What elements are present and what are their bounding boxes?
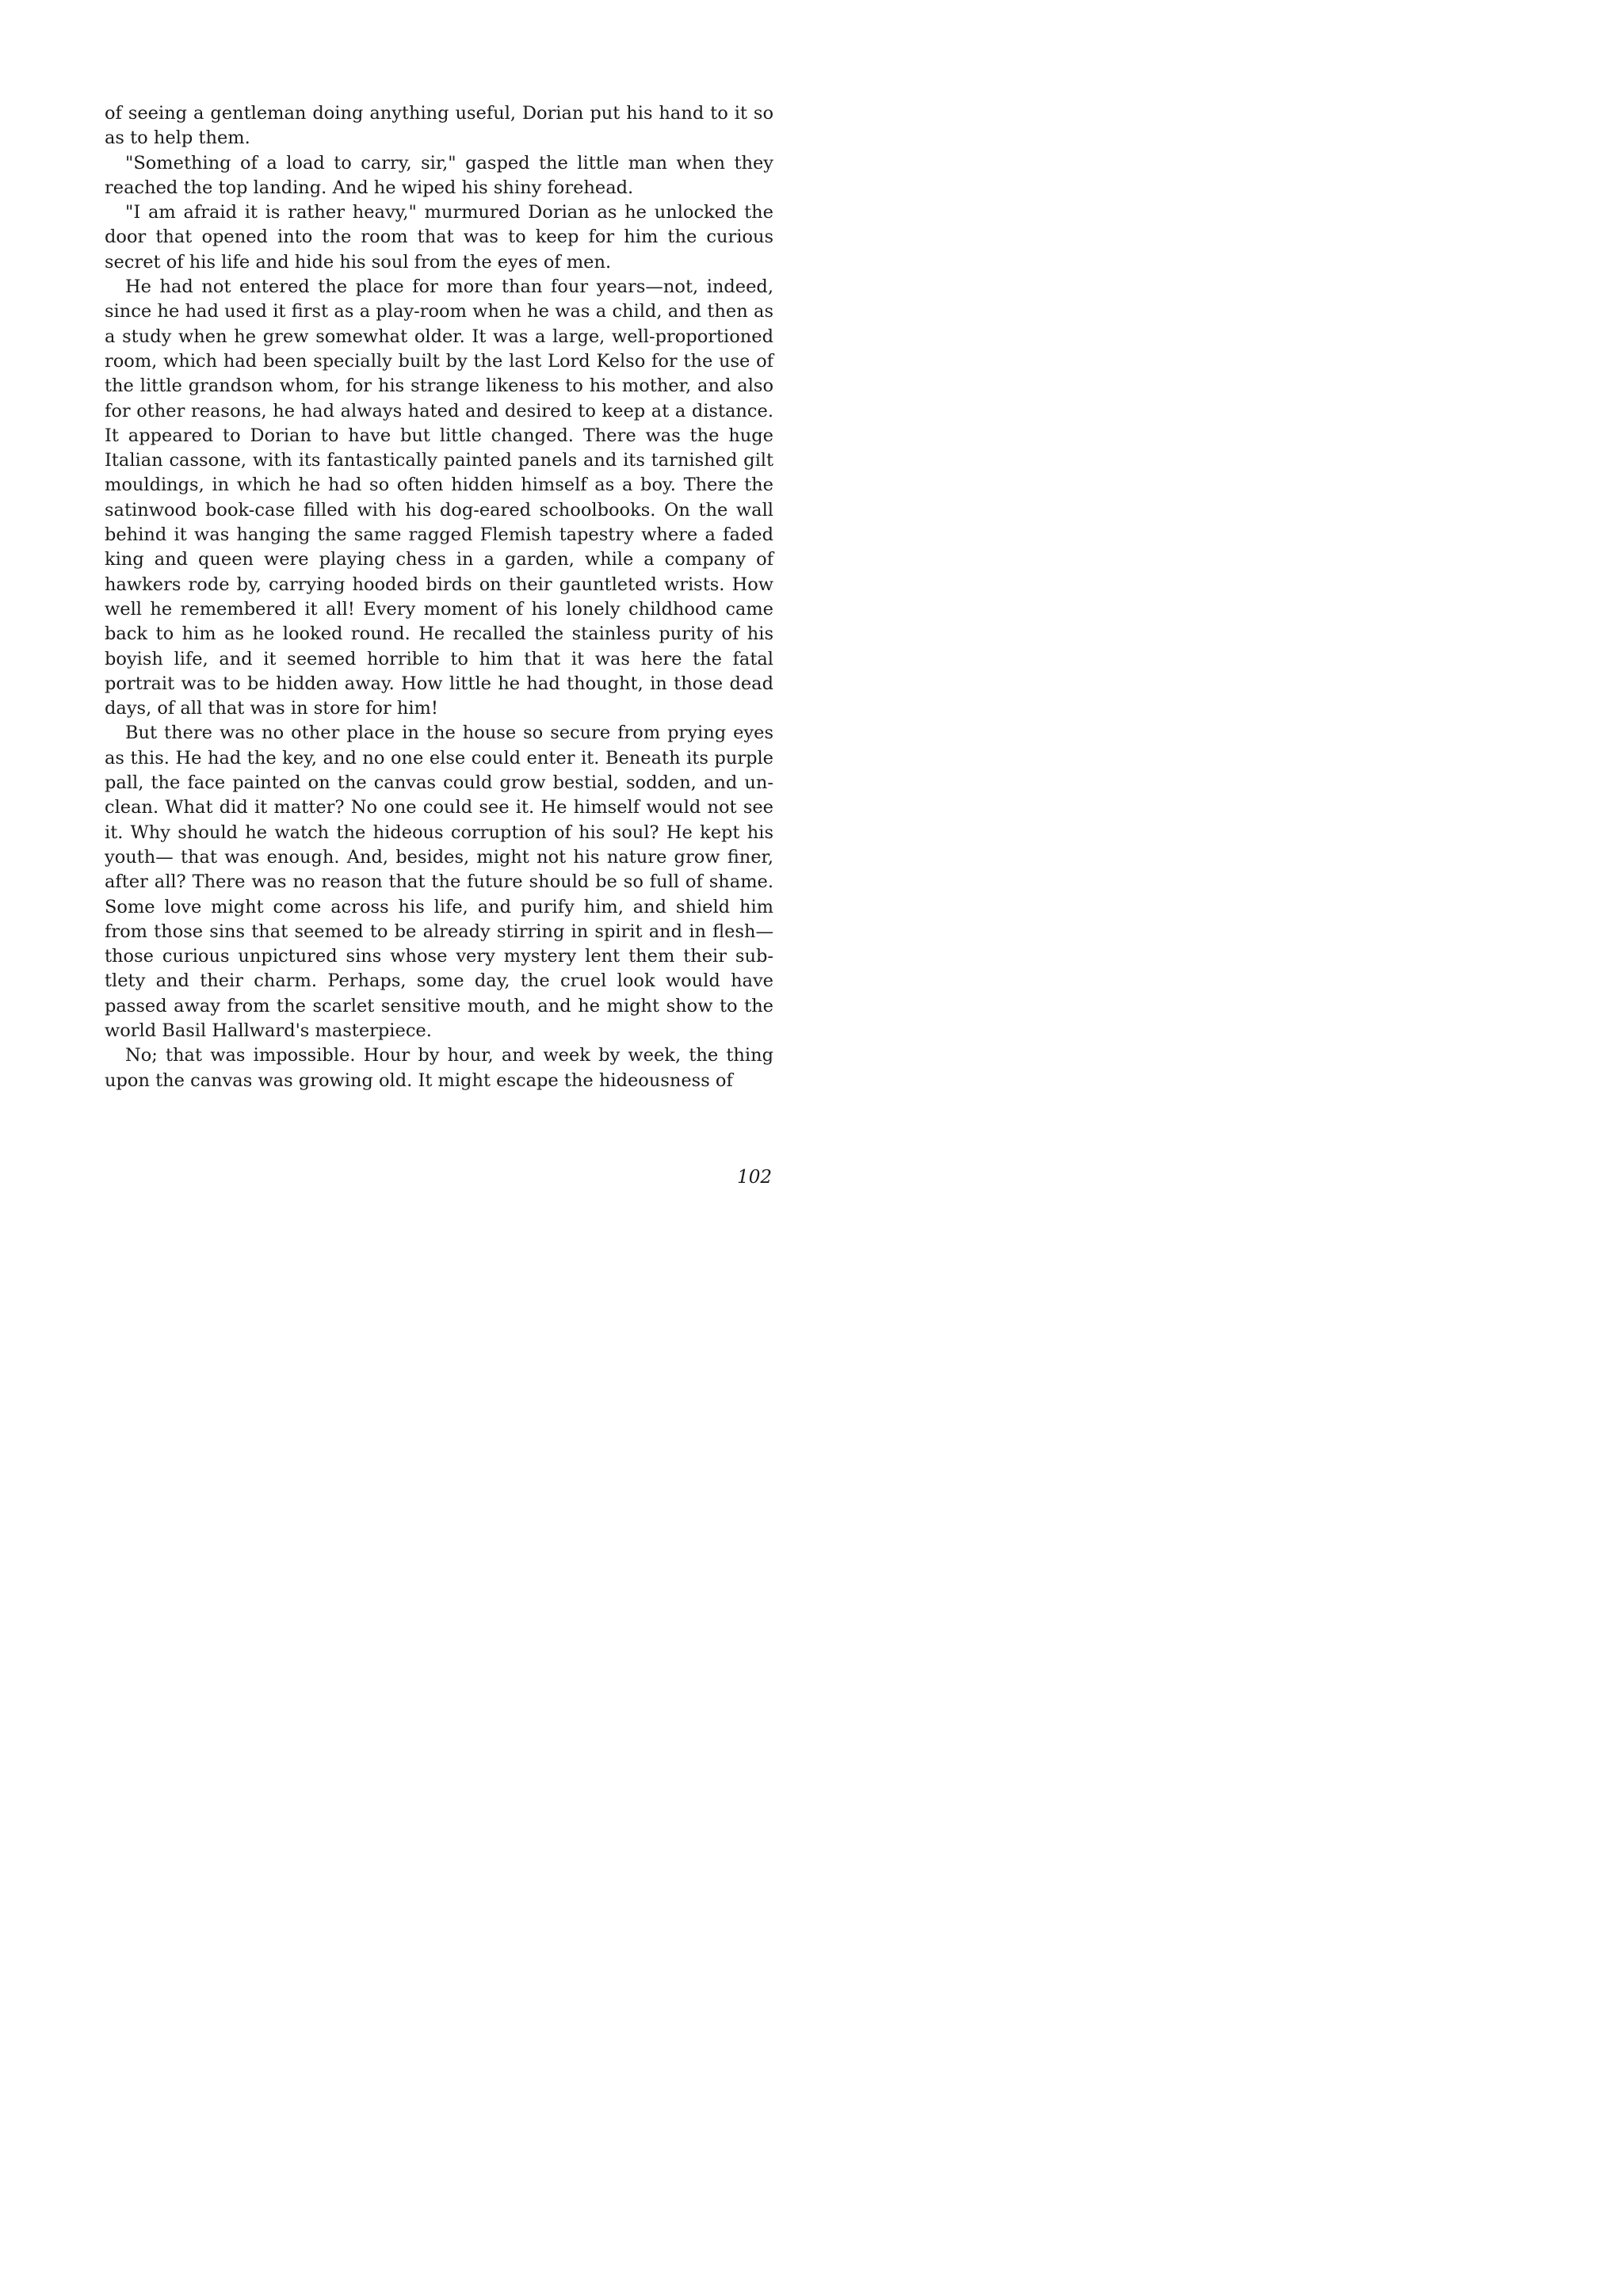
paragraph: No; that was impossible. Hour by hour, and week by week, the thing upon the canvas was growing old. It might escape the hideousness of bbox=[105, 1045, 773, 1091]
paragraph: He had not entered the place for more than four years—not, indeed, since he had used it first as a play-room when he was a child, and then as a study when he grew somewhat older. It was a large, well-proportioned room, which had been specially built by the last Lord Kelso for the use of the little grandson whom, for his strange likeness to his mother, and also for other reasons, he had always hated and desired to keep at a distance. It appeared to Dorian to have but little changed. There was the huge Italian cassone, with its fantastically painted panels and its tarnished gilt mouldings, in which he had so often hidden himself as a boy. There the satinwood book-case filled with his dog-eared schoolbooks. On the wall behind it was hanging the same ragged Flemish tapestry where a faded king and queen were playing chess in a garden, while a company of hawkers rode by, carrying hooded birds on their gauntleted wrists. How well he remembered it all! Every moment of his lonely childhood came back to him as he looked round. He recalled the stainless purity of his boyish life, and it seemed horrible to him that it was here the fatal portrait was to be hidden away. How little he had thought, in those dead days, of all that was in store for him! bbox=[105, 277, 773, 719]
body-text bbox=[105, 101, 773, 1093]
paragraph: of seeing a gentleman doing anything useful, Dorian put his hand to it so as to help them. bbox=[105, 103, 773, 149]
page-number: 102 bbox=[737, 1167, 772, 1188]
paragraph: But there was no other place in the house so secure from prying eyes as this. He had the key, and no one else could enter it. Beneath its purple pall, the face painted on the canvas could grow bestial, sodden, and unclean. What did it matter? No one could see it. He himself would not see it. Why should he watch the hideous corruption of his soul? He kept his youth— that was enough. And, besides, might not his nature grow finer, after all? There was no reason that the future should be so full of shame. Some love might come across his life, and purify him, and shield him from those sins that seemed to be already stirring in spirit and in flesh— those curious unpictured sins whose very mystery lent them their subtlety and their charm. Perhaps, some day, the cruel look would have passed away from the scarlet sensitive mouth, and he might show to the world Basil Hallward's masterpiece. bbox=[105, 723, 773, 1041]
paragraph: "Something of a load to carry, sir," gasped the little man when they reached the top landing. And he wiped his shiny forehead. bbox=[105, 152, 773, 198]
paragraph: "I am afraid it is rather heavy," murmured Dorian as he unlocked the door that opened into the room that was to keep for him the curious secret of his life and hide his soul from the eyes of men. bbox=[105, 202, 773, 273]
book-page bbox=[0, 0, 872, 1233]
